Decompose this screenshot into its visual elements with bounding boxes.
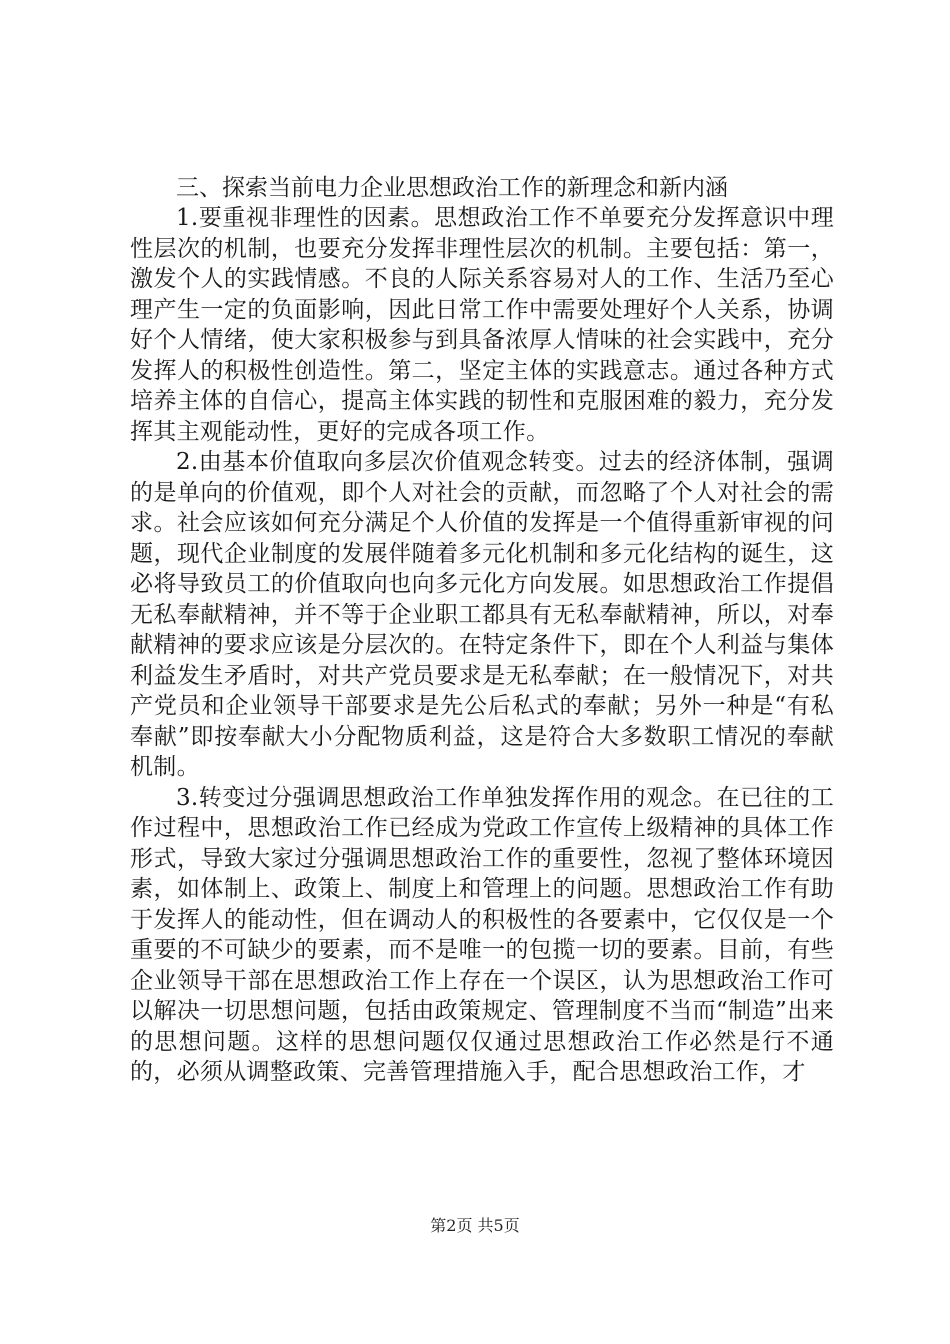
paragraph-1: 1.要重视非理性的因素。思想政治工作不单要充分发挥意识中理性层次的机制，也要充分发挥非理性层次的机制。主要包括：第一，激发个人的实践情感。不良的人际关系容易对人的工作、生活乃至心理产生一定的负面影响，因此日常工作中需要处理好个人关系，协调好个人情绪，使大家积极参与到具备浓厚人情味的社会实践中，充分发挥人的积极性创造性。第二，坚定主体的实践意志。通过各种方式培养主体的自信心，提高主体实践的韧性和克服困难的毅力，充分发挥其主观能动性，更好的完成各项工作。: [130, 205, 834, 445]
section-heading: 三、探索当前电力企业思想政治工作的新理念和新内涵: [176, 175, 728, 201]
page-number-footer: 第2页 共5页: [430, 1216, 520, 1235]
paragraph-2: 2.由基本价值取向多层次价值观念转变。过去的经济体制，强调的是单向的价值观，即个人对社会的贡献，而忽略了个人对社会的需求。社会应该如何充分满足个人价值的发挥是一个值得重新审视的问题，现代企业制度的发展伴随着多元化机制和多元化结构的诞生，这必将导致员工的价值取向也向多元化方向发展。如思想政治工作提倡无私奉献精神，并不等于企业职工都具有无私奉献精神，所以，对奉献精神的要求应该是分层次的。在特定条件下，即在个人利益与集体利益发生矛盾时，对共产党员要求是无私奉献；在一般情况下，对共产党员和企业领导干部要求是先公后私式的奉献；另外一种是“有私奉献”即按奉献大小分配物质利益，这是符合大多数职工情况的奉献机制。: [130, 449, 834, 780]
document-body: [130, 173, 834, 1088]
paragraph-3: 3.转变过分强调思想政治工作单独发挥作用的观念。在已往的工作过程中，思想政治工作已经成为党政工作宣传上级精神的具体工作形式，导致大家过分强调思想政治工作的重要性，忽视了整体环境因素，如体制上、政策上、制度上和管理上的问题。思想政治工作有助于发挥人的能动性，但在调动人的积极性的各要素中，它仅仅是一个重要的不可缺少的要素，而不是唯一的包揽一切的要素。目前，有些企业领导干部在思想政治工作上存在一个误区，认为思想政治工作可以解决一切思想问题，包括由政策规定、管理制度不当而“制造”出来的思想问题。这样的思想问题仅仅通过思想政治工作必然是行不通的，必须从调整政策、完善管理措施入手，配合思想政治工作，才: [130, 784, 834, 1085]
